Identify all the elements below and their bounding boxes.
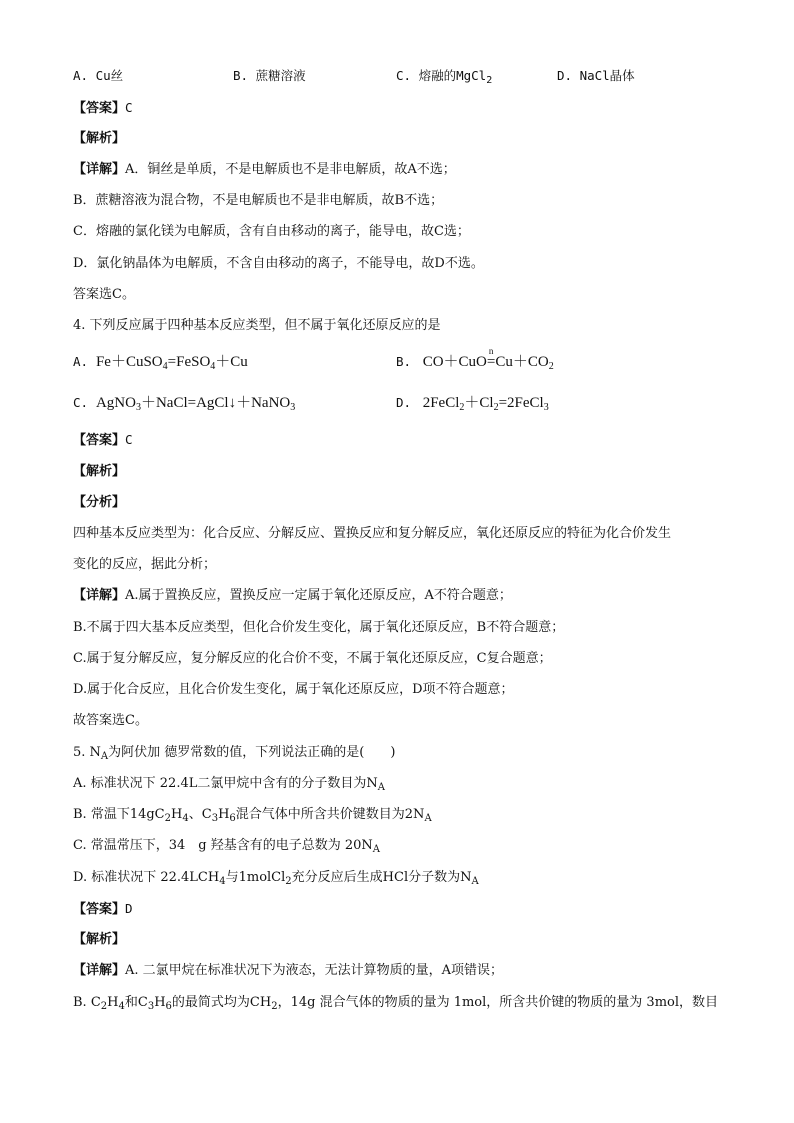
q4-option-d-label: D. xyxy=(396,395,412,410)
q4-analysis-sub-tag: 【分析】 xyxy=(73,495,126,510)
q4-answer-value: C xyxy=(125,432,133,447)
q5-detail-b xyxy=(73,994,718,1012)
q5-detail-b-sub-3: 3 xyxy=(147,1001,155,1012)
q5-option-d-sub-2: 2 xyxy=(285,876,292,887)
q5-option-d-part-3: 充分反应后生成HCl分子数为N xyxy=(291,870,472,885)
q4-option-d xyxy=(396,394,549,413)
q5-question xyxy=(73,744,395,762)
q3-detail-b: B．蔗糖溶液为混合物，不是电解质也不是非电解质，故B不选； xyxy=(73,193,444,208)
q4-option-d-formula: $2FeCl_2+Cl_2=2FeCl_3$ xyxy=(415,395,549,413)
q3-answer-value: C xyxy=(125,100,133,115)
q4-answer-tag: 【答案】 xyxy=(73,433,126,448)
q4-analysis-text-1: 四种基本反应类型为：化合反应、分解反应、置换反应和复分解反应，氧化还原反应的特征为化合价发生 xyxy=(73,526,672,541)
q5-answer xyxy=(73,900,133,919)
q4-detail-tag: 【详解】 xyxy=(73,588,126,603)
q5-option-c-text: C. 常温常压下，34 g 羟基含有的电子总数为 20N xyxy=(73,838,373,853)
q5-option-d-part-1: D. 标准状况下 22.4LCH xyxy=(73,870,220,885)
q5-option-a-text: A. 标准状况下 22.4L二氯甲烷中含有的分子数目为N xyxy=(73,776,378,791)
q5-detail-b-sub-2: 4 xyxy=(118,1001,125,1012)
q3-option-a: A. Cu丝 xyxy=(73,68,124,83)
q5-detail-b-part-1: B. C xyxy=(73,995,101,1010)
q5-option-d-sub-3: A xyxy=(471,876,479,887)
q4-option-c-label: C. xyxy=(73,395,89,410)
q5-option-b-sub-3: 3 xyxy=(211,813,219,824)
q5-answer-tag: 【答案】 xyxy=(73,902,126,917)
q5-detail-b-part-6: ，14g 混合气体的物质的量为 1mol，所含共价键的物质的量为 3mol，数目 xyxy=(277,995,719,1010)
q3-detail-tag: 【详解】 xyxy=(73,162,126,177)
q4-option-a xyxy=(73,353,248,372)
q3-option-c xyxy=(396,67,492,85)
q5-detail-a-text: A. 二氯甲烷在标准状况下为液态，无法计算物质的量，A项错误； xyxy=(125,963,504,978)
q3-detail-a xyxy=(73,161,456,179)
q5-option-b-sub-2: 4 xyxy=(182,813,189,824)
q5-option-b-sub-5: A xyxy=(424,813,432,824)
q5-detail-b-part-5: 的最简式均为CH xyxy=(171,995,272,1010)
q4-detail-c: C.属于复分解反应，复分解反应的化合价不变，不属于氧化还原反应，C复合题意； xyxy=(73,651,552,666)
q3-option-d: D. NaCl晶体 xyxy=(557,68,635,83)
q5-option-c-sub: A xyxy=(372,844,381,855)
q5-detail-tag: 【详解】 xyxy=(73,963,126,978)
q4-option-a-label: A. xyxy=(73,354,89,369)
q5-option-b-sub-1: 2 xyxy=(164,813,172,824)
q4-detail-a-text: A.属于置换反应，置换反应一定属于氧化还原反应，A不符合题意； xyxy=(125,588,512,603)
heat-equals-sign: n = xyxy=(487,353,495,371)
q5-detail-b-sub-1: 2 xyxy=(100,1001,108,1012)
q5-detail-b-part-2: H xyxy=(107,995,119,1010)
q5-option-b-sub-4: 6 xyxy=(229,813,236,824)
q5-option-b-part-4: H xyxy=(218,807,230,822)
q3-answer xyxy=(73,99,133,118)
q4-detail-d: D.属于化合反应，且化合价发生变化，属于氧化还原反应，D项不符合题意； xyxy=(73,682,514,697)
q4-option-b-label: B. xyxy=(396,354,412,369)
q3-detail-d: D．氯化钠晶体为电解质，不含自由移动的离子，不能导电，故D不选。 xyxy=(73,256,484,271)
q5-answer-value: D xyxy=(125,901,133,916)
q3-option-b: B. 蔗糖溶液 xyxy=(233,68,306,83)
q4-detail-a xyxy=(73,587,512,605)
q4-option-c xyxy=(73,394,295,413)
q5-option-b-part-3: 、C xyxy=(188,807,212,822)
q5-option-b-part-2: H xyxy=(171,807,183,822)
q5-detail-b-part-4: H xyxy=(154,995,166,1010)
q3-detail-a-text: A．铜丝是单质，不是电解质也不是非电解质，故A不选； xyxy=(125,162,456,177)
q5-detail-b-sub-4: 6 xyxy=(165,1001,172,1012)
q3-conclusion: 答案选C。 xyxy=(73,287,135,302)
q5-analysis-tag: 【解析】 xyxy=(73,932,126,947)
heat-mark: n xyxy=(488,346,494,356)
q5-option-d-sub-1: 4 xyxy=(219,876,226,887)
q4-analysis-text-2: 变化的反应，据此分析； xyxy=(73,557,217,572)
q5-option-d xyxy=(73,869,479,887)
q3-detail-c: C．熔融的氯化镁为电解质，含有自由移动的离子，能导电，故C选； xyxy=(73,224,470,239)
q4-question: 4. 下列反应属于四种基本反应类型，但不属于氧化还原反应的是 xyxy=(73,318,441,333)
q3-analysis-tag: 【解析】 xyxy=(73,131,126,146)
precipitate-arrow-icon: ↓ xyxy=(228,395,237,411)
q5-detail-b-part-3: 和C xyxy=(124,995,148,1010)
q3-answer-tag: 【答案】 xyxy=(73,101,126,116)
q3-option-c-text: C. 熔融的MgCl xyxy=(396,68,487,83)
q5-option-c xyxy=(73,837,380,855)
q4-answer xyxy=(73,431,133,450)
q5-detail-a xyxy=(73,962,503,980)
q4-detail-b: B.不属于四大基本反应类型，但化合价发生变化，属于氧化还原反应，B不符合题意； xyxy=(73,620,565,635)
q5-option-a xyxy=(73,775,385,793)
q5-option-b-part-1: B. 常温下14gC xyxy=(73,807,165,822)
q3-option-c-sub: 2 xyxy=(486,75,493,86)
q5-option-d-part-2: 与1molCl xyxy=(225,870,286,885)
q4-option-b xyxy=(396,346,554,372)
q4-option-c-formula: AgNO$_3$＋NaCl=AgCl↓＋NaNO$_3$ xyxy=(92,395,296,413)
q4-option-b-formula: CO＋CuO n $=Cu+CO_2$ xyxy=(415,354,554,370)
q5-detail-b-sub-5: 2 xyxy=(271,1001,278,1012)
q5-question-sub: A xyxy=(100,751,109,762)
q4-option-a-formula: Fe＋CuSO$_4$=FeSO$_4$＋Cu xyxy=(92,354,248,372)
q5-question-prefix: 5. N xyxy=(73,745,101,760)
q4-conclusion: 故答案选C。 xyxy=(73,713,148,728)
q5-option-a-sub: A xyxy=(377,782,385,793)
q5-question-rest: 为阿伏加 德罗常数的值，下列说法正确的是( ) xyxy=(108,745,396,760)
q4-analysis-tag: 【解析】 xyxy=(73,464,126,479)
q5-option-b-part-5: 混合气体中所含共价键数目为2N xyxy=(235,807,425,822)
q5-option-b xyxy=(73,806,432,824)
